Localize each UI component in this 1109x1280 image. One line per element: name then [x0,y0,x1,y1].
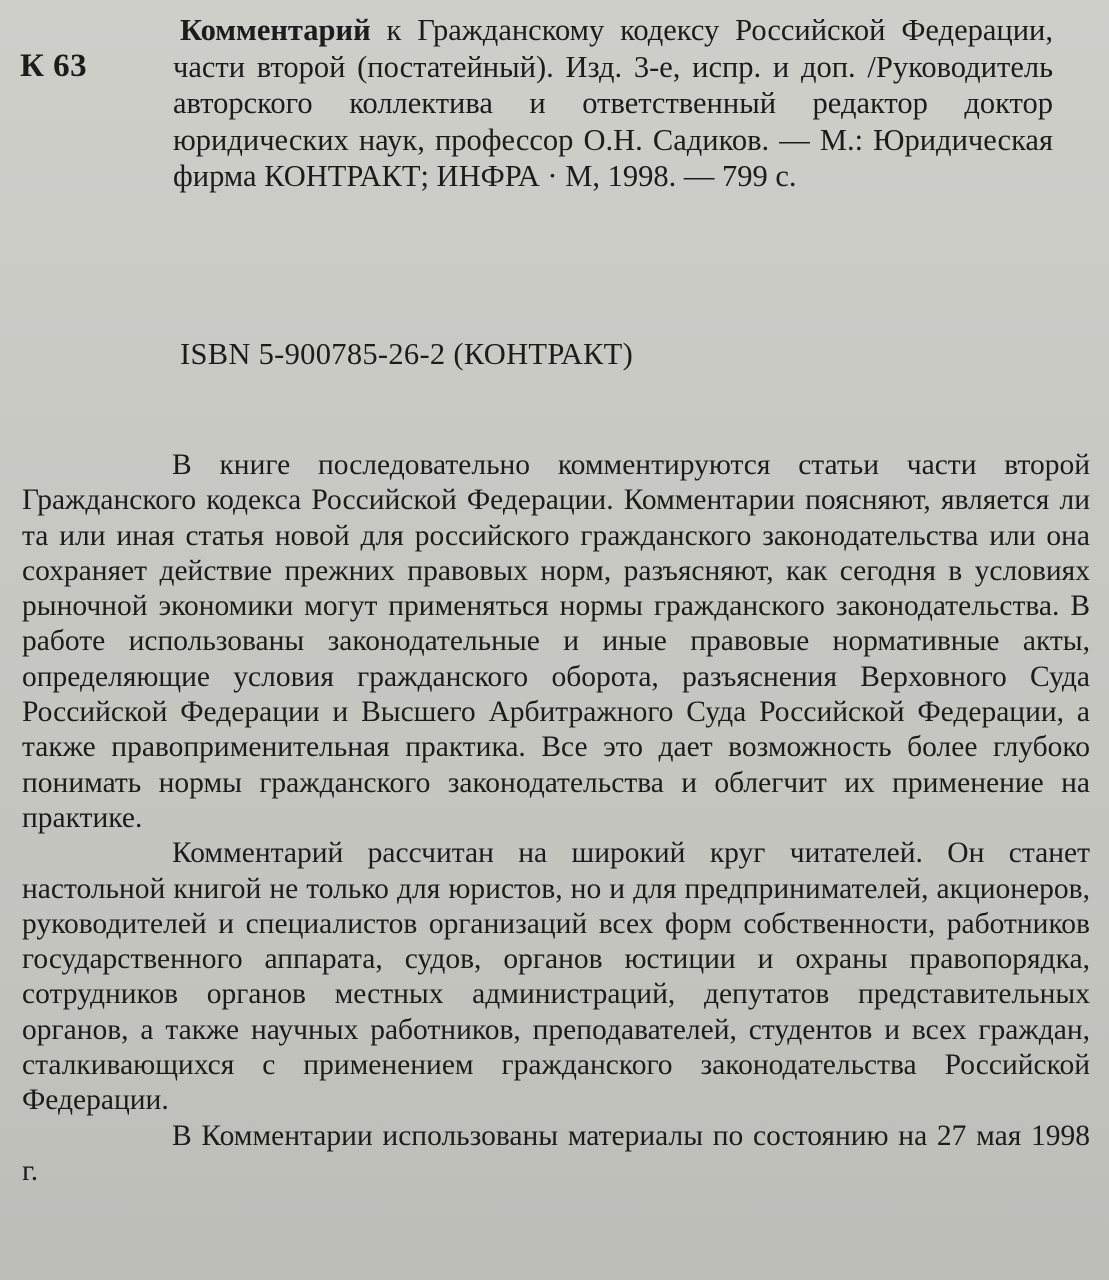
isbn-line: ISBN 5-900785-26-2 (КОНТРАКТ) [180,337,634,371]
annotation-text [22,448,1090,1189]
record-lead [173,13,1053,193]
annotation-paragraph-2: Комментарий рассчитан на широкий круг читателей. Он станет настольной книгой не только для юристов, но и для предпринимателей, акционеров, руководителей и специалистов организаций всех форм собственности, работников государственного аппарата, судов, органов юстиции и охраны правопорядка, сотрудников органов местных администраций, депутатов представительных органов, а также научных работников, преподавателей, студентов и всех граждан, сталкивающихся с применением гражданского законодательства Российской Федерации. [22,837,1090,1117]
annotation-paragraph-1: В книге последовательно комментируются статьи части второй Гражданского кодекса Российской Федерации. Комментарии поясняют, является ли та или иная статья новой для российского гражданского законодательства или она сохраняет действие прежних правовых норм, разъясняют, как сегодня в условиях рыночной экономики могут применяться нормы гражданского законодательства. В работе использованы законодательные и иные правовые нормативные акты, определяющие условия гражданского оборота, разъяснения Верховного Суда Российской Федерации и Высшего Арбитражного Суда Российской Федерации, а также правоприменительная практика. Все это дает возможность более глубоко понимать нормы гражданского законодательства и облегчит их применение на практике. [22,449,1090,834]
library-classification-code: К 63 [20,48,88,84]
record-title-bold: Комментарий [180,13,371,47]
bibliographic-record [173,12,1053,195]
annotation-paragraph-3: В Комментарии использованы материалы по состоянию на 27 мая 1998 г. [22,1119,1090,1187]
record-description: к Гражданскому кодексу Российской Федерации, части второй (постатейный). Изд. 3-е, испр. и доп. /Руководитель авторского коллектива и ответственный редактор доктор юридических наук, профессор О.Н. Садиков. — М.: Юридическая фирма КОНТРАКТ; ИНФРА · М, 1998. — 799 с. [173,13,1053,193]
